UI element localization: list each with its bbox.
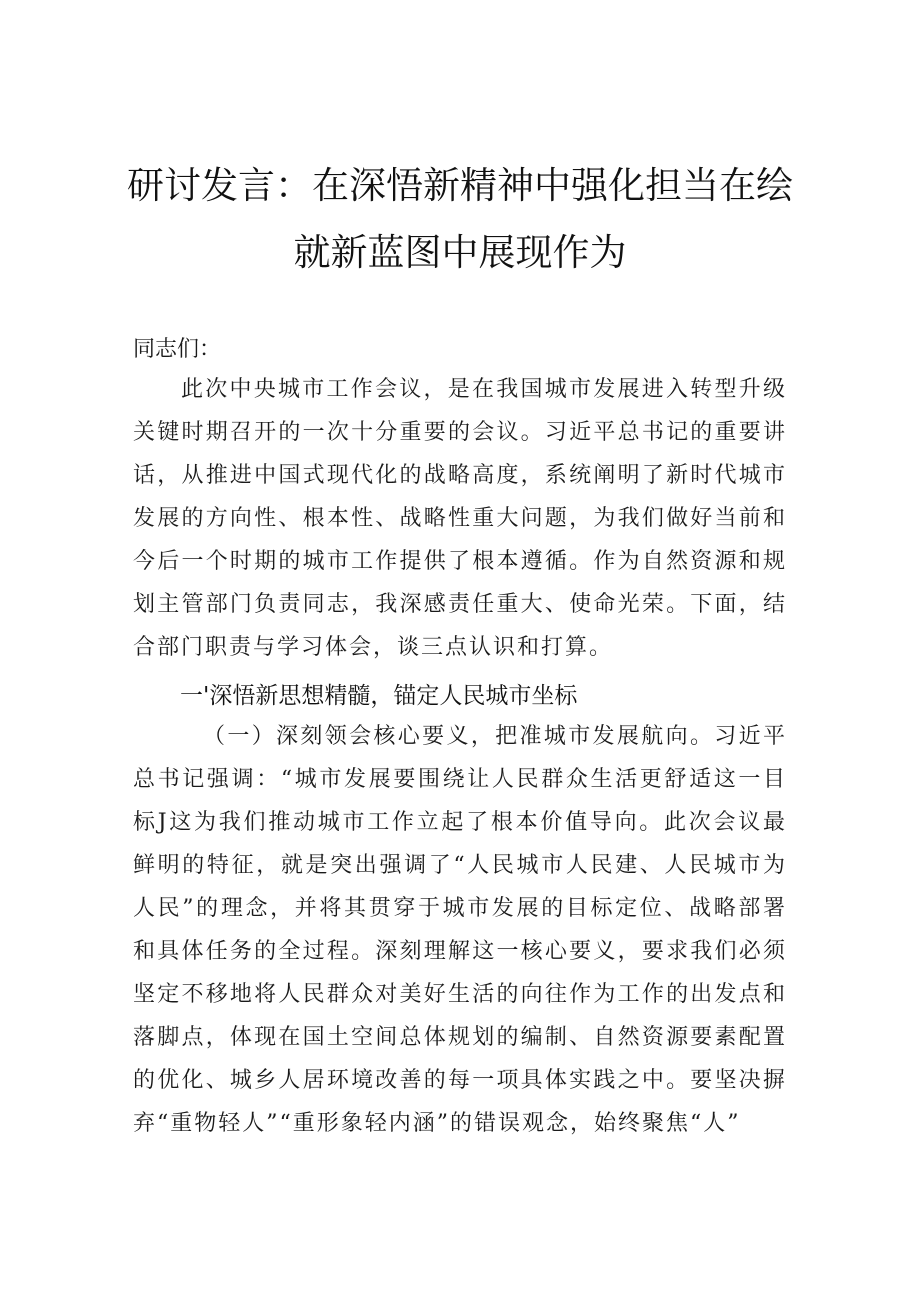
document-title-line-2: 就新蓝图中展现作为	[293, 231, 627, 274]
section-heading-1: 一'深悟新思想精髓，锚定人民城市坐标	[180, 683, 578, 709]
document-title-line-1: 研讨发言：在深悟新精神中强化担当在绘	[127, 164, 793, 207]
salutation: 同志们：	[133, 337, 222, 362]
body-paragraph-section-1-1: （一）深刻领会核心要义，把准城市发展航向。习近平总书记强调：“城市发展要围绕让人民群众生活更舒适这一目标J这为我们推动城市工作立起了根本价值导向。此次会议最鲜明的特征，就是突出强调了“人民城市人民建、人民城市为人民”的理念，并将其贯穿于城市发展的目标定位、战略部署和具体任务的全过程。深刻理解这一核心要义，要求我们必须坚定不移地将人民群众对美好生活的向往作为工作的出发点和落脚点，体现在国土空间总体规划的编制、自然资源要素配置的优化、城乡人居环境改善的每一项具体实践之中。要坚决摒弃“重物轻人”“重形象轻内涵”的错误观念，始终聚焦“人”	[133, 724, 787, 1136]
body-paragraph-intro: 此次中央城市工作会议，是在我国城市发展进入转型升级关键时期召开的一次十分重要的会议。习近平总书记的重要讲话，从推进中国式现代化的战略高度，系统阐明了新时代城市发展的方向性、根本性、战略性重大问题，为我们做好当前和今后一个时期的城市工作提供了根本遵循。作为自然资源和规划主管部门负责同志，我深感责任重大、使命光荣。下面，结合部门职责与学习体会，谈三点认识和打算。	[133, 377, 787, 660]
